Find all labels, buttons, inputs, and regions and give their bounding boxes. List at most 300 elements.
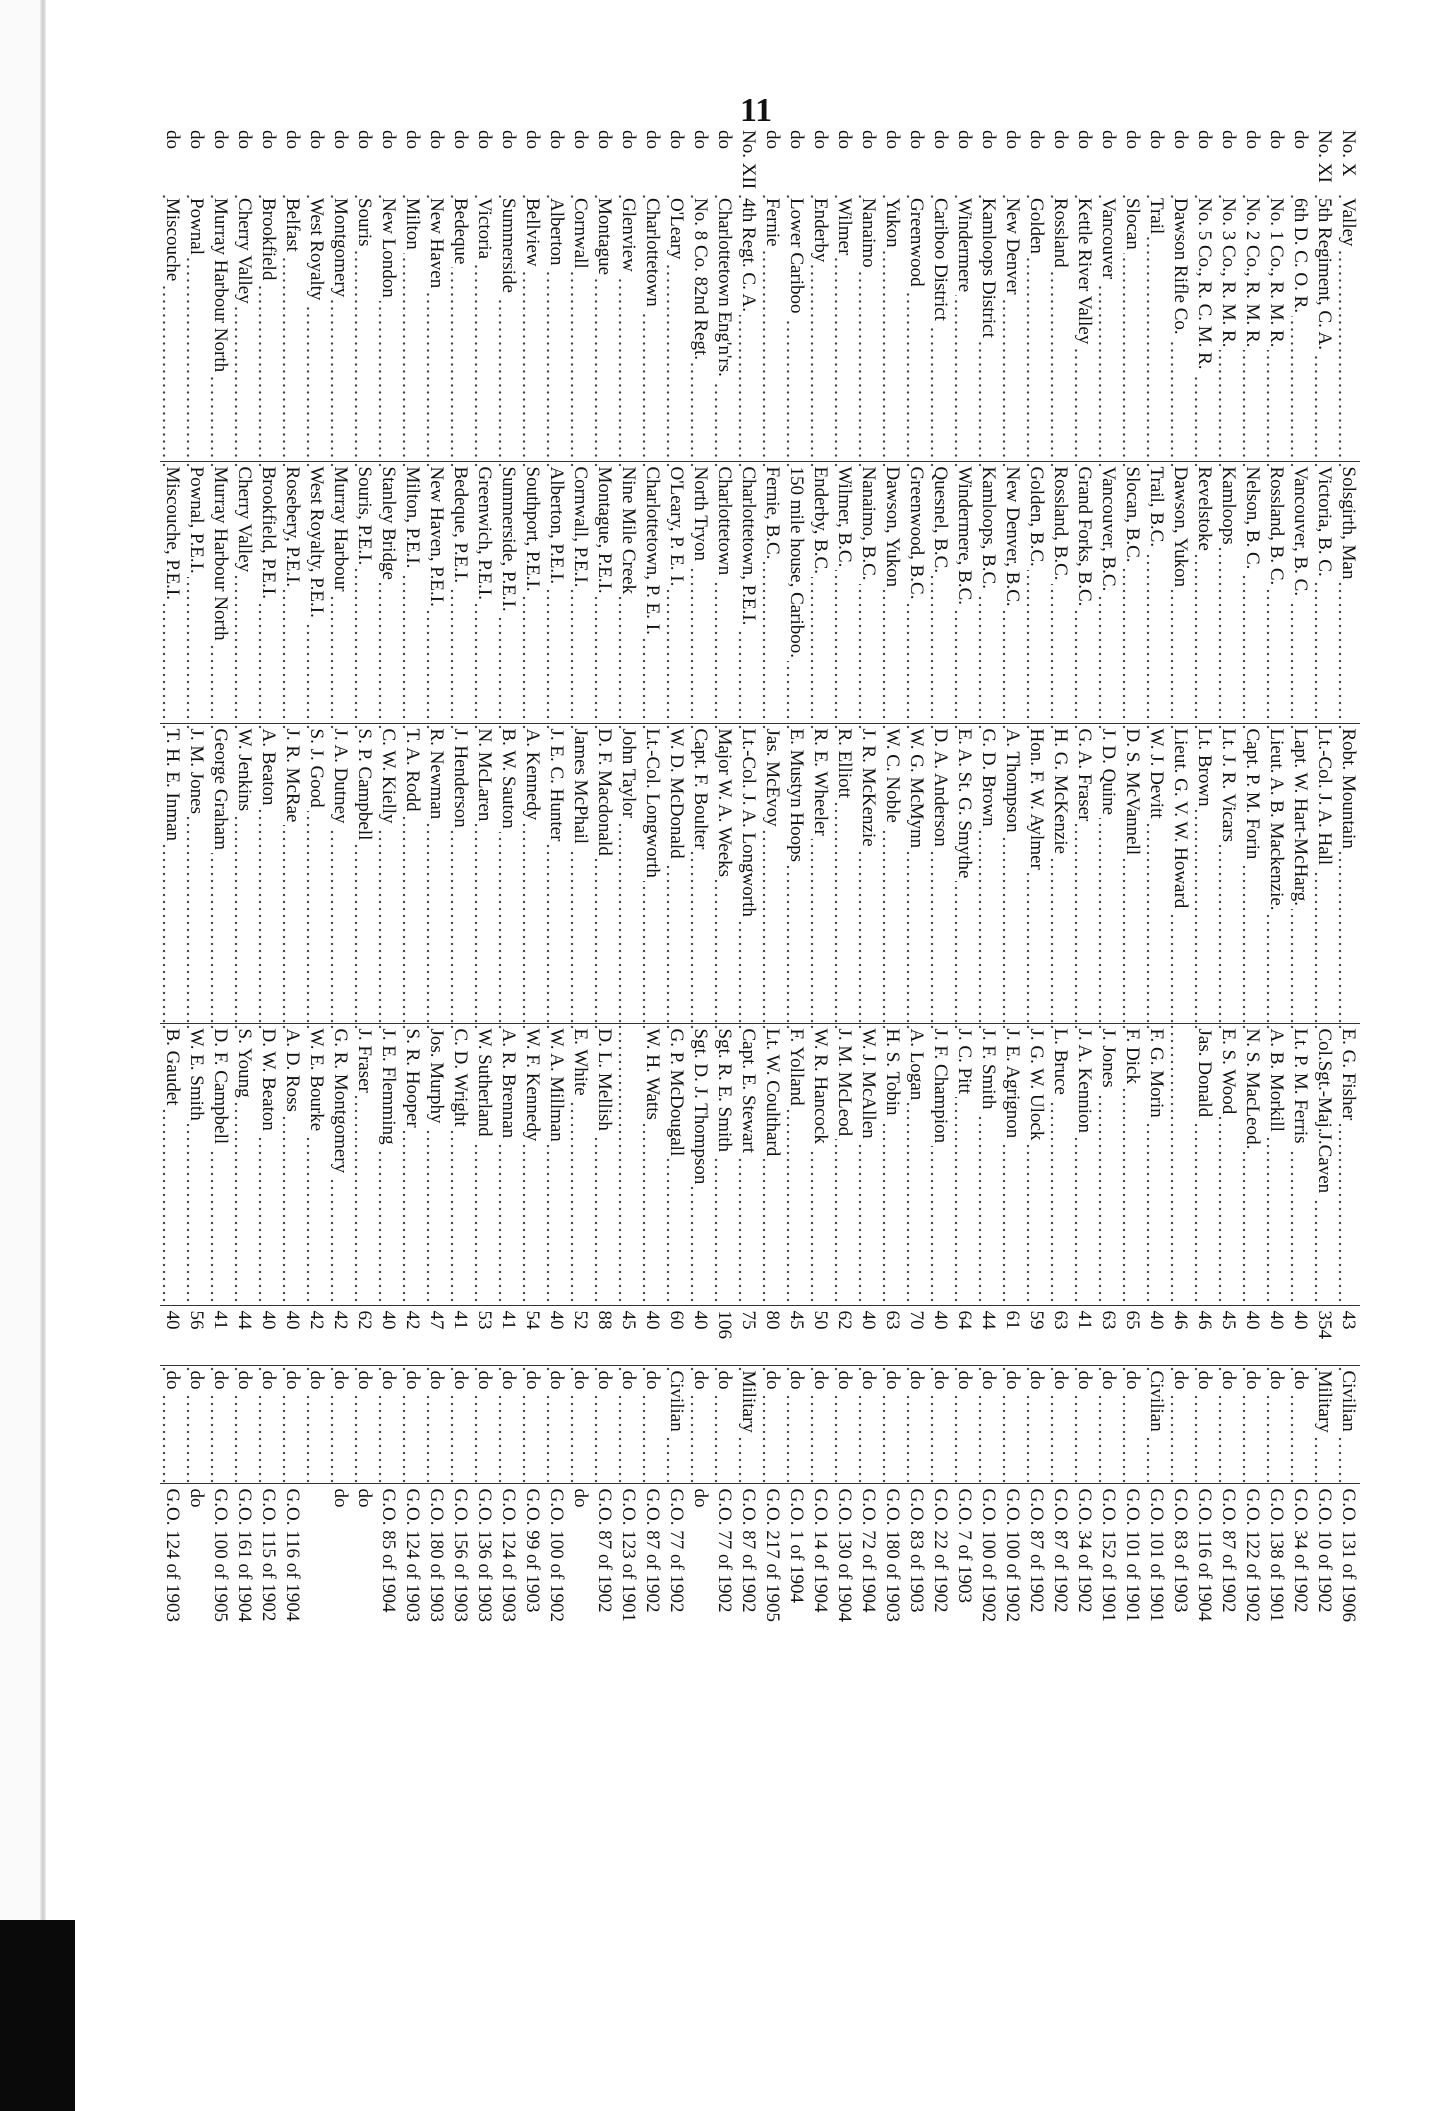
cell-commander-text: D. A. Anderson <box>930 729 951 850</box>
cell-strength <box>328 1305 352 1365</box>
cell-place <box>928 461 952 723</box>
cell-type-text: do <box>1241 130 1263 149</box>
cell-place <box>376 461 400 723</box>
cell-type-text: do <box>329 130 351 149</box>
cell-strength-text: 63 <box>881 1310 903 1330</box>
cell-member <box>1096 1023 1120 1305</box>
cell-order <box>304 1483 328 2070</box>
cell-type-text: do <box>929 130 951 149</box>
cell-status <box>328 1365 352 1483</box>
cell-commander <box>664 723 688 1023</box>
cell-member <box>1312 1023 1336 1305</box>
cell-member <box>472 1023 496 1305</box>
cell-strength-text: 40 <box>281 1310 303 1330</box>
cell-commander-text: Lt. Brown <box>1194 729 1215 810</box>
cell-strength <box>496 1305 520 1365</box>
cell-commander <box>184 723 208 1023</box>
cell-unit-text: 6th D. C. O. R. <box>1290 198 1311 316</box>
cell-commander <box>856 723 880 1023</box>
cell-member <box>976 1023 1000 1305</box>
cell-place <box>688 461 712 723</box>
cell-order-text: G.O. 83 of 1903 <box>1169 1488 1191 1613</box>
cell-place-text: North Tryon <box>690 467 711 565</box>
cell-order <box>1144 1483 1168 2070</box>
cell-strength <box>160 1305 184 1365</box>
cell-member <box>1144 1023 1168 1305</box>
cell-order <box>1336 1483 1360 2070</box>
cell-order-text: G.O. 72 of 1904 <box>857 1488 879 1613</box>
table-row <box>160 125 184 2070</box>
cell-member-text: D. F. Campbell <box>210 1029 231 1148</box>
cell-order-text: G.O. 87 of 1902 <box>1217 1488 1239 1613</box>
cell-type-text: do <box>209 130 231 149</box>
cell-commander <box>808 723 832 1023</box>
cell-type-text: do <box>977 130 999 149</box>
cell-unit <box>784 193 808 461</box>
cell-place-text: Milton, P.E.I. <box>402 467 423 572</box>
cell-order-text: G.O. 124 of 1903 <box>401 1488 423 1623</box>
cell-place <box>328 461 352 723</box>
cell-type-text: do <box>1289 130 1311 149</box>
cell-unit <box>1192 193 1216 461</box>
cell-order <box>1120 1483 1144 2070</box>
cell-status <box>568 1365 592 1483</box>
cell-type-text: do <box>1145 130 1167 149</box>
table-row <box>232 125 256 2070</box>
cell-type-text: do <box>785 130 807 149</box>
cell-order-text: do <box>569 1488 591 1508</box>
cell-commander <box>328 723 352 1023</box>
cell-commander <box>1312 723 1336 1023</box>
cell-unit-text: Pownal <box>186 198 207 258</box>
cell-commander <box>1120 723 1144 1023</box>
cell-order <box>1168 1483 1192 2070</box>
cell-order <box>232 1483 256 2070</box>
cell-order-text: G.O. 101 of 1901 <box>1145 1488 1167 1623</box>
cell-type <box>1120 125 1144 193</box>
cell-unit-text: Cariboo District <box>930 198 951 324</box>
cell-member <box>304 1023 328 1305</box>
cell-type-text: do <box>1025 130 1047 149</box>
cell-status <box>1048 1365 1072 1483</box>
cell-unit-text: Lower Cariboo <box>786 198 807 317</box>
cell-place <box>1312 461 1336 723</box>
cell-commander-text: Capt. F. Boulter <box>690 729 711 853</box>
cell-order-text: G.O. 87 of 1902 <box>593 1488 615 1613</box>
cell-unit-text: Cornwall <box>570 198 591 272</box>
cell-member <box>352 1023 376 1305</box>
cell-member-text: F. Dick <box>1122 1029 1143 1087</box>
cell-place <box>808 461 832 723</box>
cell-member <box>1336 1023 1360 1305</box>
cell-order <box>1096 1483 1120 2070</box>
cell-strength-text: 41 <box>449 1310 471 1330</box>
cell-commander <box>1216 723 1240 1023</box>
cell-strength-text: 40 <box>161 1310 183 1330</box>
cell-status-text: Civilian <box>666 1371 687 1435</box>
cell-commander <box>448 723 472 1023</box>
cell-order <box>1312 1483 1336 2070</box>
cell-status-text: do <box>330 1371 351 1393</box>
cell-order-text: G.O. 83 of 1903 <box>905 1488 927 1613</box>
cell-order <box>760 1483 784 2070</box>
cell-status-text: Military <box>738 1371 759 1436</box>
cell-commander <box>592 723 616 1023</box>
cell-type <box>472 125 496 193</box>
cell-commander-text: T. A. Rodd <box>402 729 423 815</box>
cell-unit <box>424 193 448 461</box>
cell-type-text: do <box>857 130 879 149</box>
cell-member <box>832 1023 856 1305</box>
cell-member <box>448 1023 472 1305</box>
cell-member-text: G. P. McDougall <box>666 1029 687 1160</box>
cell-order-text: G.O. 136 of 1903 <box>473 1488 495 1623</box>
cell-type-text: do <box>497 130 519 149</box>
cell-status <box>1120 1365 1144 1483</box>
cell-order <box>1048 1483 1072 2070</box>
cell-strength-text: 46 <box>1169 1310 1191 1330</box>
cell-unit-text: Trail <box>1146 198 1167 237</box>
cell-unit <box>976 193 1000 461</box>
cell-commander <box>256 723 280 1023</box>
cell-member <box>952 1023 976 1305</box>
cell-unit-text: Bedeque <box>450 198 471 267</box>
cell-type-text: do <box>233 130 255 149</box>
cell-commander <box>376 723 400 1023</box>
cell-strength <box>520 1305 544 1365</box>
cell-type-text: do <box>545 130 567 149</box>
cell-order <box>448 1483 472 2070</box>
cell-order-text: G.O. 115 of 1902 <box>257 1488 279 1622</box>
cell-strength-text: 40 <box>257 1310 279 1330</box>
cell-unit <box>568 193 592 461</box>
cell-commander <box>520 723 544 1023</box>
cell-order <box>1024 1483 1048 2070</box>
table-row <box>688 125 712 2070</box>
cell-member <box>784 1023 808 1305</box>
cell-place-text: Wilmer, B.C. <box>834 467 855 571</box>
cell-unit <box>1144 193 1168 461</box>
cell-member <box>1288 1023 1312 1305</box>
cell-member <box>208 1023 232 1305</box>
cell-member <box>760 1023 784 1305</box>
cell-place <box>976 461 1000 723</box>
cell-type-text: No. X <box>1337 130 1359 177</box>
cell-member-text: Col.Sgt.-Maj.J.Caven <box>1314 1029 1335 1197</box>
cell-unit <box>496 193 520 461</box>
cell-commander-text: R. E. Wheeler <box>810 729 831 839</box>
cell-unit-text: 4th Regt. C. A. <box>738 198 759 315</box>
cell-place-text: Solsgirth, Man <box>1338 467 1359 583</box>
cell-type <box>616 125 640 193</box>
cell-order-text: G.O. 87 of 1902 <box>737 1488 759 1613</box>
table-row <box>496 125 520 2070</box>
cell-member-text: Lt. P. M. Ferris <box>1290 1029 1311 1147</box>
cell-unit-text: New Haven <box>426 198 447 291</box>
cell-place <box>304 461 328 723</box>
cell-place <box>1192 461 1216 723</box>
cell-unit-text: Summerside <box>498 198 519 296</box>
cell-status <box>952 1365 976 1483</box>
cell-strength-text: 45 <box>1217 1310 1239 1330</box>
cell-place-text: Trail, B.C. <box>1146 467 1167 551</box>
table-row <box>256 125 280 2070</box>
cell-commander <box>280 723 304 1023</box>
cell-unit <box>1288 193 1312 461</box>
cell-status <box>1264 1365 1288 1483</box>
cell-status-text: do <box>1218 1371 1239 1393</box>
cell-place-text: Quesnel, B.C. <box>930 467 951 577</box>
table-row <box>856 125 880 2070</box>
cell-member <box>328 1023 352 1305</box>
cell-strength-text: 42 <box>401 1310 423 1330</box>
cell-status <box>496 1365 520 1483</box>
rotated-table-sheet <box>60 125 1360 2070</box>
cell-order <box>208 1483 232 2070</box>
cell-place-text: Murray Harbour <box>330 467 351 595</box>
cell-status <box>1168 1365 1192 1483</box>
cell-place-text: Stanley Bridge <box>378 467 399 583</box>
cell-unit <box>856 193 880 461</box>
cell-strength-text: 46 <box>1193 1310 1215 1330</box>
cell-type <box>688 125 712 193</box>
cell-strength-text: 50 <box>809 1310 831 1330</box>
cell-status-text: do <box>786 1371 807 1393</box>
table-row <box>400 125 424 2070</box>
cell-strength-text: 62 <box>353 1310 375 1330</box>
cell-strength-text: 44 <box>977 1310 999 1330</box>
page-number: 11 <box>740 92 773 129</box>
cell-place <box>184 461 208 723</box>
cell-status <box>448 1365 472 1483</box>
cell-commander-text: W. J. Devitt <box>1146 729 1167 822</box>
cell-place-text: West Royalty, P.E.I. <box>306 467 327 621</box>
cell-unit-text: Windermere <box>954 198 975 295</box>
cell-type <box>1024 125 1048 193</box>
cell-commander <box>1096 723 1120 1023</box>
cell-status-text: do <box>354 1371 375 1393</box>
cell-unit-text: Belfast <box>282 198 303 255</box>
cell-place <box>256 461 280 723</box>
cell-order <box>856 1483 880 2070</box>
cell-unit-text: Milton <box>402 198 423 253</box>
cell-commander-text: J. A. Dutney <box>330 729 351 827</box>
cell-strength <box>208 1305 232 1365</box>
cell-order-text: G.O. 116 of 1904 <box>1193 1488 1215 1622</box>
cell-commander-text: Lt.-Col. J. A. Longworth <box>738 729 759 920</box>
cell-status-text: do <box>378 1371 399 1393</box>
cell-place-text: Alberton, P.E.I. <box>546 467 567 588</box>
cell-member-text: J. C. Pitt <box>954 1029 975 1097</box>
cell-type-text: do <box>401 130 423 149</box>
cell-member-text: W. J. McAllen <box>858 1029 879 1142</box>
cell-strength-text: 59 <box>1025 1310 1047 1330</box>
cell-order-text: G.O. 122 of 1902 <box>1241 1488 1263 1623</box>
cell-strength <box>304 1305 328 1365</box>
table-row <box>880 125 904 2070</box>
cell-order-text: G.O. 161 of 1904 <box>233 1488 255 1623</box>
table-row <box>424 125 448 2070</box>
cell-type-text: do <box>905 130 927 149</box>
cell-unit <box>736 193 760 461</box>
cell-status <box>784 1365 808 1483</box>
cell-member <box>376 1023 400 1305</box>
cell-status-text: do <box>186 1371 207 1393</box>
cell-member-text: N. S. MacLeod. <box>1242 1029 1263 1153</box>
cell-commander-text: H. G. McKenzie <box>1050 729 1071 858</box>
cell-order <box>376 1483 400 2070</box>
cell-order <box>280 1483 304 2070</box>
cell-unit-text: Enderby <box>810 198 831 265</box>
cell-commander <box>784 723 808 1023</box>
cell-commander-text: R. Elliott <box>834 729 855 802</box>
cell-strength-text: 45 <box>617 1310 639 1330</box>
cell-order-text: G.O. 130 of 1904 <box>833 1488 855 1623</box>
cell-place <box>448 461 472 723</box>
cell-strength-text: 56 <box>185 1310 207 1330</box>
cell-place <box>160 461 184 723</box>
cell-strength-text: 40 <box>1145 1310 1167 1330</box>
cell-type <box>208 125 232 193</box>
cell-member-text: G. R. Montgomery <box>330 1029 351 1177</box>
cell-type <box>376 125 400 193</box>
cell-commander <box>568 723 592 1023</box>
cell-member-text <box>618 1029 639 1032</box>
cell-order <box>904 1483 928 2070</box>
cell-order-text: G.O. 124 of 1903 <box>161 1488 183 1623</box>
cell-status <box>1144 1365 1168 1483</box>
cell-order <box>784 1483 808 2070</box>
cell-order <box>832 1483 856 2070</box>
table-row <box>1312 125 1336 2070</box>
cell-status-text: do <box>1290 1371 1311 1393</box>
cell-order-text: G.O. 180 of 1903 <box>425 1488 447 1623</box>
cell-status-text: do <box>882 1371 903 1393</box>
cell-unit-text: Wilmer <box>834 198 855 258</box>
cell-place <box>280 461 304 723</box>
cell-commander <box>760 723 784 1023</box>
cell-member-text: J. Fraser <box>354 1029 375 1096</box>
cell-order-text: G.O. 7 of 1903 <box>953 1488 975 1604</box>
cell-place-text: Kamloops, B.C. <box>978 467 999 592</box>
cell-order <box>544 1483 568 2070</box>
cell-unit-text: Dawson Rifle Co. <box>1170 198 1191 338</box>
table-row <box>472 125 496 2070</box>
cell-unit <box>1336 193 1360 461</box>
cell-unit-text: Nanaimo <box>858 198 879 271</box>
table-row <box>1120 125 1144 2070</box>
cell-type <box>712 125 736 193</box>
cell-type <box>496 125 520 193</box>
cell-place <box>640 461 664 723</box>
table-row <box>448 125 472 2070</box>
cell-commander <box>832 723 856 1023</box>
cell-member-text: W. E. Smith <box>186 1029 207 1124</box>
cell-place <box>712 461 736 723</box>
table-row <box>1048 125 1072 2070</box>
cell-unit-text: Kamloops District <box>978 198 999 341</box>
cell-status-text: do <box>930 1371 951 1393</box>
cell-order <box>256 1483 280 2070</box>
cell-place <box>760 461 784 723</box>
cell-unit-text: New Denver <box>1002 198 1023 298</box>
table-body <box>160 125 1360 2070</box>
cell-commander <box>1240 723 1264 1023</box>
cell-place <box>1072 461 1096 723</box>
cell-strength <box>928 1305 952 1365</box>
cell-type-text: do <box>257 130 279 149</box>
cell-status-text: do <box>1194 1371 1215 1393</box>
cell-type-text: do <box>1169 130 1191 149</box>
cell-status <box>1312 1365 1336 1483</box>
cell-member <box>688 1023 712 1305</box>
cell-type-text: do <box>881 130 903 149</box>
cell-strength-text: 61 <box>1001 1310 1023 1330</box>
cell-place-text: Dawson, Yukon <box>882 467 903 591</box>
cell-place-text: Fernie, B.C. <box>762 467 783 563</box>
cell-type <box>832 125 856 193</box>
cell-type <box>400 125 424 193</box>
cell-strength <box>1288 1305 1312 1365</box>
cell-order <box>952 1483 976 2070</box>
cell-member <box>184 1023 208 1305</box>
cell-member <box>496 1023 520 1305</box>
cell-unit <box>832 193 856 461</box>
cell-commander <box>1336 723 1360 1023</box>
cell-commander-text: S. J. Good <box>306 729 327 811</box>
cell-unit <box>1048 193 1072 461</box>
cell-place <box>1048 461 1072 723</box>
cell-order <box>1192 1483 1216 2070</box>
cell-strength-text: 40 <box>641 1310 663 1330</box>
cell-status-text: do <box>762 1371 783 1393</box>
cell-place <box>424 461 448 723</box>
cell-strength-text: 43 <box>1337 1310 1359 1330</box>
cell-order <box>424 1483 448 2070</box>
cell-place-text: Dawson, Yukon <box>1170 467 1191 591</box>
cell-unit <box>352 193 376 461</box>
cell-place <box>1120 461 1144 723</box>
cell-commander-text: J. M. Jones <box>186 729 207 818</box>
cell-type <box>184 125 208 193</box>
cell-type <box>304 125 328 193</box>
cell-strength-text: 44 <box>233 1310 255 1330</box>
cell-unit <box>544 193 568 461</box>
table-row <box>976 125 1000 2070</box>
cell-status <box>160 1365 184 1483</box>
cell-place <box>952 461 976 723</box>
cell-member-text: B. Gaudet <box>162 1029 183 1109</box>
cell-unit <box>760 193 784 461</box>
cell-strength <box>832 1305 856 1365</box>
cell-place-text: Bedeque, P.E.I. <box>450 467 471 587</box>
cell-unit <box>712 193 736 461</box>
cell-strength <box>592 1305 616 1365</box>
cell-strength <box>184 1305 208 1365</box>
cell-type <box>232 125 256 193</box>
cell-commander-text: T. H. E. Inman <box>162 729 183 845</box>
cell-type <box>1312 125 1336 193</box>
cell-status-text: do <box>834 1371 855 1393</box>
cell-order-text: G.O. 100 of 1902 <box>977 1488 999 1623</box>
cell-unit <box>688 193 712 461</box>
cell-member-text: W. H. Watts <box>642 1029 663 1123</box>
table-row <box>1288 125 1312 2070</box>
cell-strength <box>712 1305 736 1365</box>
cell-unit-text: Cherry Valley <box>234 198 255 307</box>
cell-place-text: Rossland, B. C. <box>1266 467 1287 589</box>
cell-commander-text: Lieut. G. V. W. Howard <box>1170 729 1191 912</box>
